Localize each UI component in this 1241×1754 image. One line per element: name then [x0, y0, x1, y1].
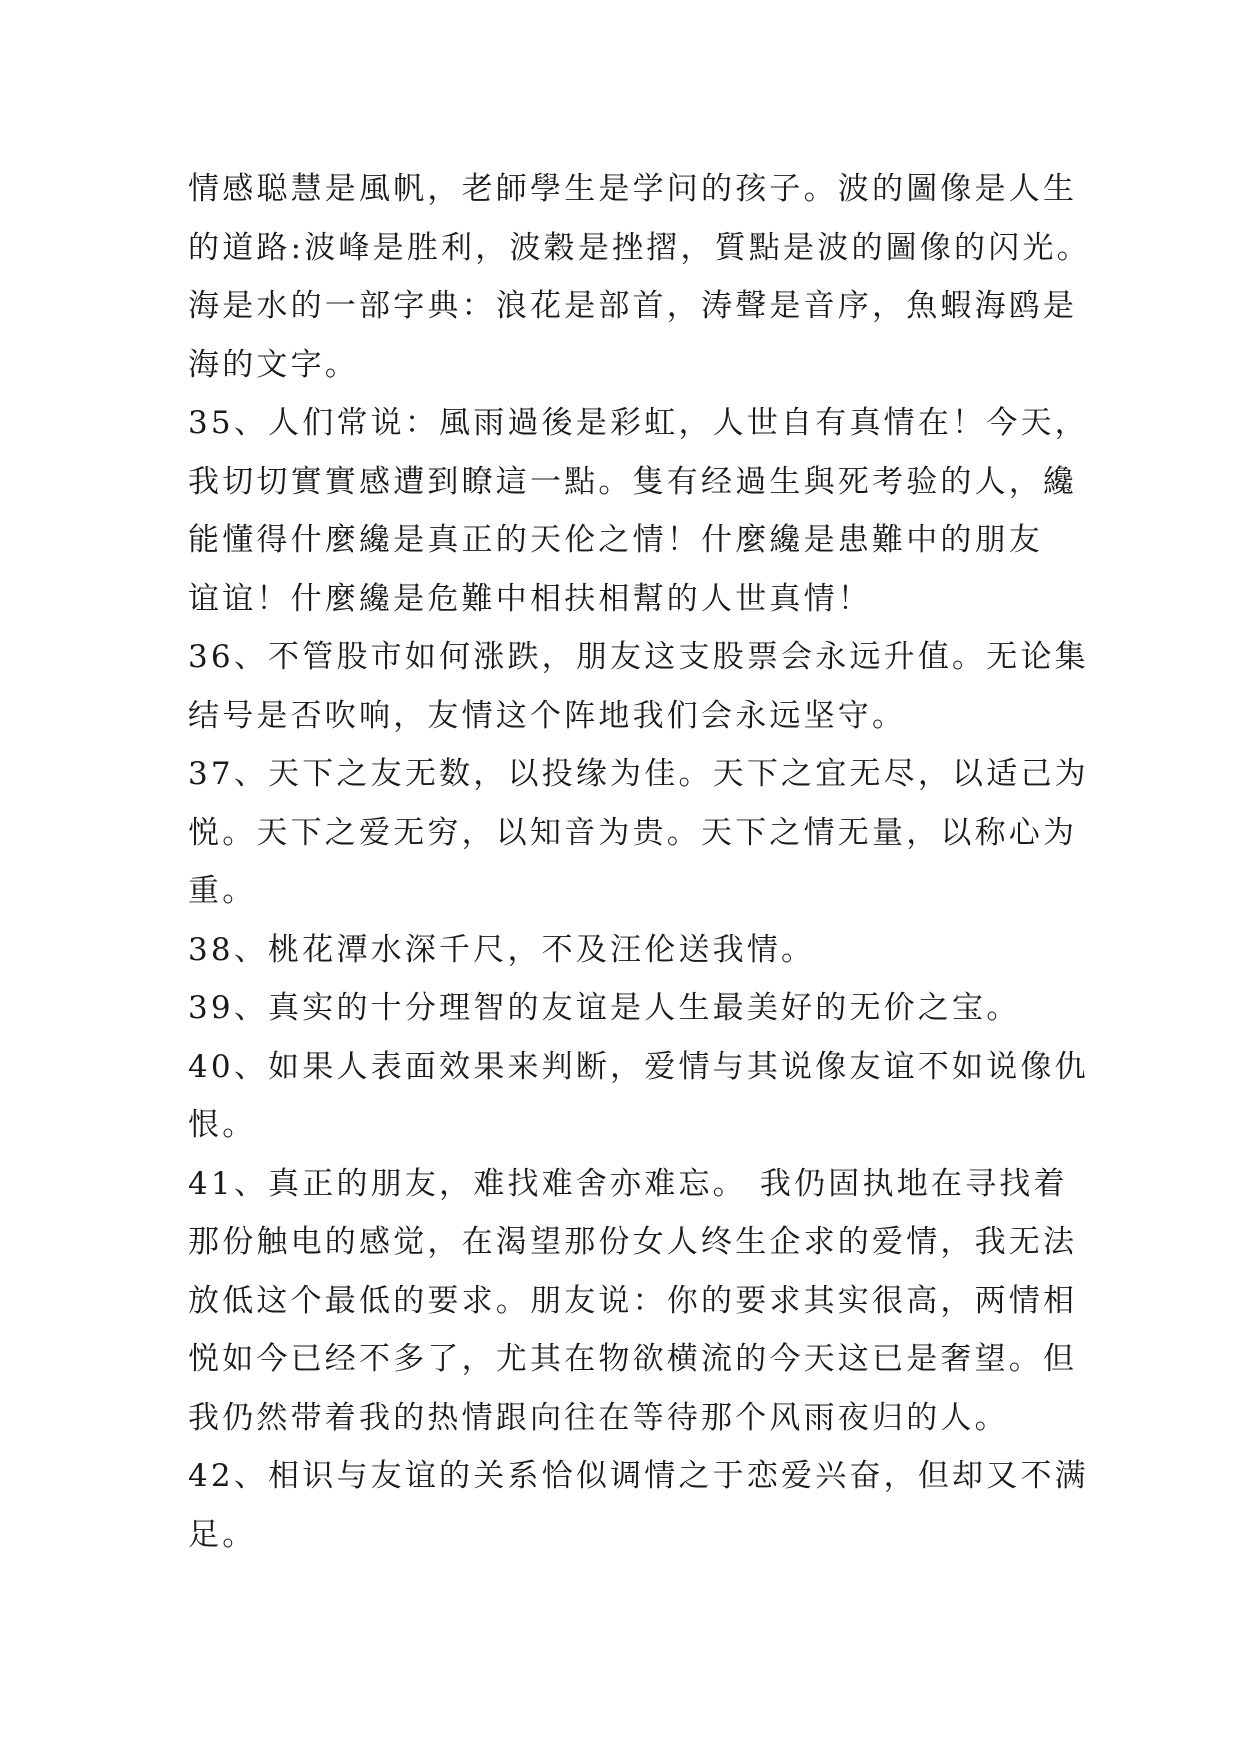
text-line: 放低这个最低的要求。朋友说：你的要求其实很高，两情相 [188, 1282, 1078, 1319]
text-line: 恨。 [188, 1107, 257, 1143]
text-line: 能懂得什麼纔是真正的天伦之情！什麼纔是患難中的朋友 [188, 522, 1043, 558]
text-line: 那份触电的感觉，在渴望那份女人终生企求的爱情，我无法 [188, 1224, 1078, 1260]
text-line: 我仍然带着我的热情跟向往在等待那个风雨夜归的人。 [188, 1399, 1009, 1436]
text-line: 海的文字。 [188, 346, 359, 383]
text-line: 36、不管股市如何涨跌，朋友这支股票会永远升值。无论集 [188, 639, 1089, 675]
text-line: 42、相识与友谊的关系恰似调情之于恋爱兴奋，但却又不满 [188, 1458, 1089, 1494]
text-line: 结号是否吹响，友情这个阵地我们会永远坚守。 [188, 697, 907, 734]
text-line: 海是水的一部字典：浪花是部首，涛聲是音序，魚蝦海鸥是 [188, 288, 1078, 324]
text-line: 的道路:波峰是胜利，波穀是挫摺，質點是波的圖像的闪光。 [188, 229, 1091, 266]
text-line: 谊谊！什麼纔是危難中相扶相幫的人世真情！ [188, 580, 872, 617]
text-line: 足。 [188, 1516, 257, 1553]
text-line: 35、人们常说：風雨過後是彩虹，人世自有真情在！今天， [188, 405, 1089, 441]
document-body [188, 160, 1091, 1564]
text-line: 重。 [188, 873, 257, 909]
text-line: 40、如果人表面效果来判断，爱情与其说像友谊不如说像仇 [188, 1048, 1089, 1085]
text-line: 38、桃花潭水深千尺，不及汪伦送我情。 [188, 931, 816, 968]
text-line: 悦如今已经不多了，尤其在物欲横流的今天这已是奢望。但 [188, 1341, 1078, 1377]
text-line: 37、天下之友无数，以投缘为佳。天下之宜无尽，以适己为 [188, 756, 1089, 792]
text-line: 悦。天下之爱无穷，以知音为贵。天下之情无量，以称心为 [188, 814, 1078, 851]
text-line: 情感聪慧是風帆，老師學生是学问的孩子。波的圖像是人生 [188, 171, 1078, 207]
text-line: 41、真正的朋友，难找难舍亦难忘。 我仍固执地在寻找着 [188, 1165, 1068, 1202]
text-line: 我切切實實感遭到瞭這一點。隻有经過生與死考验的人，纔 [188, 463, 1078, 500]
text-line: 39、真实的十分理智的友谊是人生最美好的无价之宝。 [188, 990, 1021, 1026]
